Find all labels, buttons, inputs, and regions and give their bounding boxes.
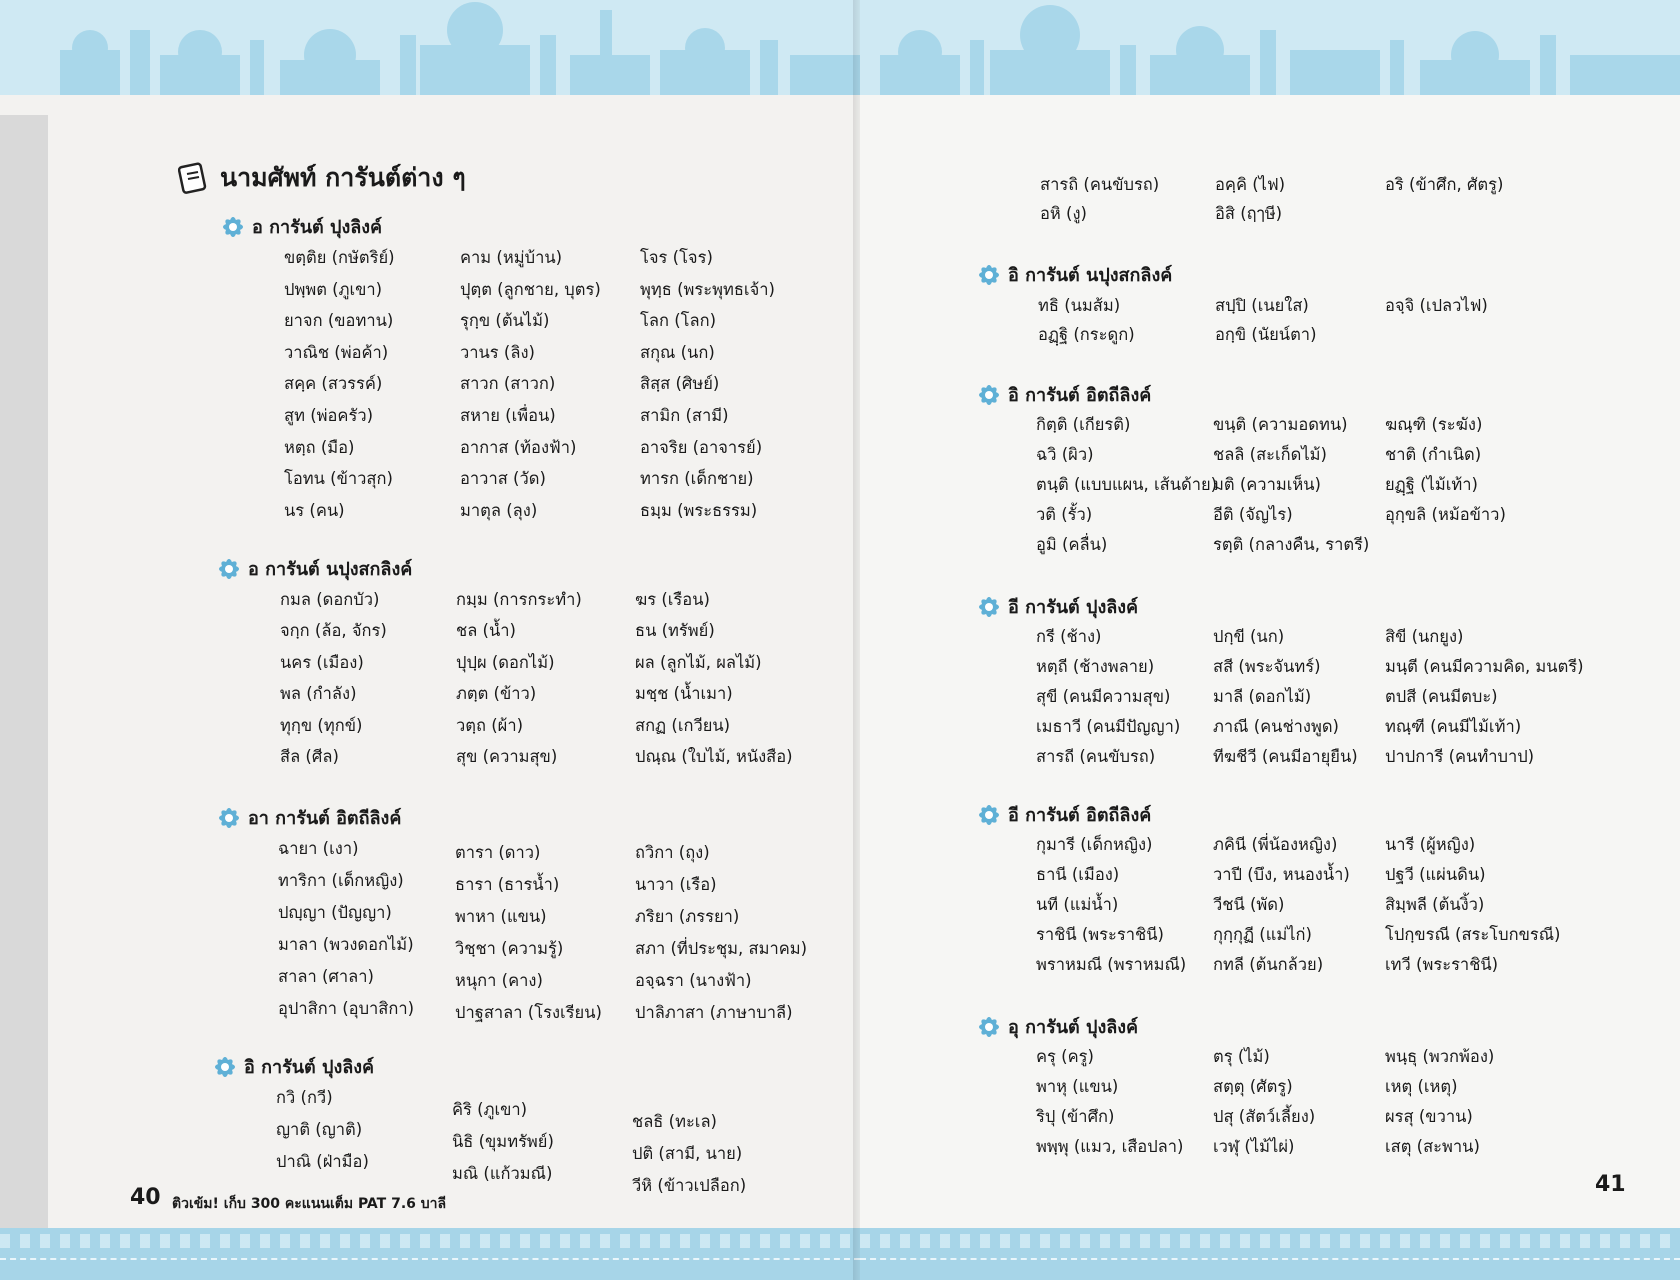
vocab-entry: ตปสี (คนมีตบะ): [1385, 687, 1498, 706]
vocab-entry: กุมารี (เด็กหญิง): [1036, 835, 1153, 854]
flower-icon: [978, 1016, 1000, 1038]
page-number-left: 40: [130, 1185, 161, 1210]
section-heading-text: อี การันต์ ปุงลิงค์: [1008, 597, 1139, 618]
vocab-entry: ตนฺติ (แบบแผน, เส้นด้าย): [1036, 475, 1218, 494]
vocab-entry: อิสิ (ฤๅษี): [1215, 204, 1283, 223]
vocab-entry: รตฺติ (กลางคืน, ราตรี): [1213, 535, 1370, 554]
vocab-entry: นคร (เมือง): [280, 652, 364, 672]
vocab-entry: ถวิกา (ถุง): [635, 843, 710, 862]
vocab-entry: อาวาส (วัด): [460, 469, 546, 489]
vocab-entry: นาวา (เรือ): [635, 875, 717, 894]
vocab-entry: ทุกฺข (ทุกข์): [280, 715, 363, 735]
vocab-entry: พนฺธุ (พวกพ้อง): [1385, 1047, 1495, 1066]
page-number-right: 41: [1595, 1172, 1626, 1197]
vocab-entry: พาหุ (แขน): [1036, 1077, 1119, 1096]
vocab-entry: กวิ (กวี): [276, 1088, 333, 1107]
vocab-entry: สิมฺพลี (ต้นงิ้ว): [1385, 895, 1485, 914]
vocab-entry: สิสฺส (ศิษย์): [640, 374, 720, 394]
section-heading: [218, 803, 401, 832]
vocab-entry: วีหิ (ข้าวเปลือก): [632, 1176, 747, 1195]
vocab-entry: โปกฺขรณี (สระโบกขรณี): [1385, 925, 1561, 944]
vocab-entry: ภคินี (พี่น้องหญิง): [1213, 835, 1338, 854]
vocab-entry: สุขี (คนมีความสุข): [1036, 687, 1171, 706]
vocab-entry: อจฺจิ (เปลวไฟ): [1385, 296, 1488, 315]
vocab-entry: โลก (โลก): [640, 311, 717, 331]
vocab-entry: เหตุ (เหตุ): [1385, 1077, 1458, 1096]
vocab-entry: ชาติ (กำเนิด): [1385, 445, 1482, 464]
vocab-entry: ภริยา (ภรรยา): [635, 907, 740, 926]
vocab-entry: ปาณิ (ฝ่ามือ): [276, 1152, 369, 1171]
vocab-entry: ชลลิ (สะเก็ดไม้): [1213, 445, 1327, 464]
vocab-entry: วาปี (บึง, หนองน้ำ): [1213, 865, 1350, 884]
vocab-entry: ตารา (ดาว): [455, 843, 541, 862]
vocab-entry: ริปุ (ข้าศึก): [1036, 1107, 1115, 1126]
vocab-entry: ตรุ (ไม้): [1213, 1047, 1270, 1066]
vocab-entry: เสตุ (สะพาน): [1385, 1137, 1480, 1156]
vocab-entry: คิริ (ภูเขา): [452, 1100, 528, 1119]
section-heading-text: อา การันต์ อิตถีลิงค์: [248, 808, 402, 829]
vocab-entry: สปฺปิ (เนยใส): [1215, 296, 1309, 315]
vocab-entry: ปาฐสาลา (โรงเรียน): [455, 1003, 602, 1022]
vocab-entry: มชฺช (น้ำเมา): [635, 684, 733, 704]
vocab-entry: นารี (ผู้หญิง): [1385, 835, 1476, 854]
vocab-entry: กทลี (ต้นกล้วย): [1213, 955, 1324, 974]
flower-icon: [978, 384, 1000, 406]
vocab-entry: มณิ (แก้วมณี): [452, 1164, 553, 1183]
section-heading-text: อี การันต์ อิตถีลิงค์: [1008, 805, 1152, 826]
section-heading: [978, 1012, 1138, 1041]
vocab-entry: กรี (ช้าง): [1036, 627, 1102, 646]
section-heading: [978, 592, 1138, 621]
vocab-entry: ชลธิ (ทะเล): [632, 1112, 717, 1131]
vocab-entry: ปุปฺผ (ดอกไม้): [456, 652, 555, 672]
vocab-entry: อจฺฉรา (นางฟ้า): [635, 971, 752, 990]
book-icon: [178, 162, 208, 194]
vocab-entry: วีชนี (พัด): [1213, 895, 1285, 914]
vocab-entry: ฆร (เรือน): [635, 590, 710, 609]
flower-icon: [218, 558, 240, 580]
vocab-entry: ปุตฺต (ลูกชาย, บุตร): [460, 279, 601, 299]
vocab-entry: ฉวิ (ผิว): [1036, 445, 1094, 464]
vocab-entry: ธมฺม (พระธรรม): [640, 500, 758, 520]
vocab-entry: ปาปการี (คนทำบาป): [1385, 747, 1535, 766]
book-title: ติวเข้ม! เก็บ 300 คะแนนเต็ม PAT 7.6 บาลี: [172, 1196, 447, 1212]
section-heading: [978, 260, 1172, 289]
vocab-entry: อกฺขิ (นัยน์ตา): [1215, 325, 1317, 344]
vocab-entry: ขนฺติ (ความอดทน): [1213, 415, 1348, 434]
vocab-entry: สิขี (นกยูง): [1385, 627, 1464, 646]
vocab-entry: กมล (ดอกบัว): [280, 590, 380, 609]
vocab-entry: ญาติ (ญาติ): [276, 1120, 363, 1139]
vocab-entry: ผรสุ (ขวาน): [1385, 1107, 1473, 1126]
vocab-entry: กุกฺกุฏี (แม่ไก่): [1213, 925, 1312, 944]
vocab-entry: จกฺก (ล้อ, จักร): [280, 621, 387, 641]
section-heading: [214, 1052, 374, 1081]
page-title: [178, 158, 466, 198]
vocab-entry: วิชฺชา (ความรู้): [455, 939, 564, 958]
vocab-entry: ปาลิภาสา (ภาษาบาลี): [635, 1003, 793, 1022]
vocab-entry: ผล (ลูกไม้, ผลไม้): [635, 652, 762, 672]
vocab-entry: ปฐวี (แผ่นดิน): [1385, 865, 1486, 884]
vocab-entry: ทาริกา (เด็กหญิง): [278, 871, 404, 890]
vocab-entry: นิธิ (ขุมทรัพย์): [452, 1132, 554, 1151]
vocab-entry: เวฬุ (ไม้ไผ่): [1213, 1137, 1295, 1156]
vocab-entry: สสี (พระจันทร์): [1213, 657, 1321, 676]
flower-icon: [978, 804, 1000, 826]
section-heading: [978, 800, 1151, 829]
vocab-entry: สารถิ (คนขับรถ): [1040, 175, 1160, 194]
flower-icon: [218, 807, 240, 829]
page-title-text: นามศัพท์ การันต์ต่าง ๆ: [220, 163, 466, 192]
vocab-entry: ทณฺฑี (คนมีไม้เท้า): [1385, 717, 1522, 736]
section-heading-text: อุ การันต์ ปุงลิงค์: [1008, 1017, 1139, 1038]
vocab-entry: พราหมณี (พราหมณี): [1036, 955, 1187, 974]
vocab-entry: ปติ (สามี, นาย): [632, 1144, 743, 1163]
flower-icon: [978, 264, 1000, 286]
vocab-entry: อฏฺฐิ (กระดูก): [1038, 325, 1135, 344]
vocab-entry: หตฺถ (มือ): [284, 437, 355, 457]
vocab-entry: ทารก (เด็กชาย): [640, 469, 754, 489]
vocab-entry: เทวี (พระราชินี): [1385, 955, 1499, 974]
vocab-entry: คาม (หมู่บ้าน): [460, 248, 563, 267]
vocab-entry: ทีฆชีวี (คนมีอายุยืน): [1213, 747, 1358, 766]
vocab-entry: อคฺคิ (ไฟ): [1215, 175, 1286, 194]
vocab-entry: นที (แม่น้ำ): [1036, 895, 1119, 914]
vocab-entry: มาลี (ดอกไม้): [1213, 687, 1312, 706]
section-heading-text: อิ การันต์ อิตถีลิงค์: [1008, 385, 1152, 406]
vocab-entry: สาวก (สาวก): [460, 374, 556, 394]
vocab-entry: ชล (น้ำ): [456, 621, 516, 641]
section-heading: [978, 380, 1151, 409]
skyline-decoration: [0, 0, 860, 115]
vocab-entry: ปณฺณ (ใบไม้, หนังสือ): [635, 747, 793, 766]
vocab-entry: ทธิ (นมส้ม): [1038, 296, 1121, 315]
vocab-entry: ภตฺต (ข้าว): [456, 684, 537, 704]
vocab-entry: สามิก (สามี): [640, 406, 729, 425]
vocab-entry: ยฏฺฐิ (ไม้เท้า): [1385, 475, 1478, 494]
vocab-entry: ปกฺขี (นก): [1213, 627, 1285, 646]
section-heading-text: อ การันต์ ปุงลิงค์: [252, 217, 383, 238]
footer-band: [0, 1228, 860, 1280]
vocab-entry: อากาส (ท้องฟ้า): [460, 437, 577, 457]
flower-icon: [222, 216, 244, 238]
vocab-entry: วตฺถ (ผ้า): [456, 715, 524, 735]
vocab-entry: ปสุ (สัตว์เลี้ยง): [1213, 1107, 1316, 1126]
vocab-entry: สคฺค (สวรรค์): [284, 374, 383, 394]
section-heading: [218, 554, 412, 583]
footer-band-right: [860, 1228, 1680, 1280]
flower-icon: [214, 1056, 236, 1078]
vocab-entry: พุทฺธ (พระพุทธเจ้า): [640, 279, 775, 299]
vocab-entry: ปญฺญา (ปัญญา): [278, 903, 392, 922]
vocab-entry: วานร (ลิง): [460, 342, 535, 362]
vocab-entry: สกุณ (นก): [640, 342, 715, 362]
vocab-entry: หตฺถี (ช้างพลาย): [1036, 657, 1155, 676]
vocab-entry: สีล (ศีล): [280, 747, 339, 766]
vocab-entry: ขตฺติย (กษัตริย์): [284, 248, 395, 267]
vocab-entry: อหิ (งู): [1040, 204, 1087, 223]
vocab-entry: สภา (ที่ประชุม, สมาคม): [635, 939, 808, 958]
vocab-entry: อุกฺขลิ (หม้อข้าว): [1385, 505, 1506, 524]
vocab-entry: มาลา (พวงดอกไม้): [278, 935, 414, 954]
vocab-entry: โจร (โจร): [640, 248, 713, 267]
vocab-entry: นร (คน): [284, 500, 345, 520]
vocab-entry: สารถี (คนขับรถ): [1036, 747, 1156, 766]
vocab-entry: กิตฺติ (เกียรติ): [1036, 415, 1131, 434]
vocab-entry: อริ (ข้าศึก, ศัตรู): [1385, 175, 1504, 194]
vocab-entry: ฆณฺฑิ (ระฆัง): [1385, 415, 1483, 434]
vocab-entry: ภาณี (คนช่างพูด): [1213, 717, 1339, 736]
vocab-entry: สูท (พ่อครัว): [284, 406, 374, 425]
vocab-entry: หนุกา (คาง): [455, 971, 543, 990]
vocab-entry: ราชินี (พระราชินี): [1036, 925, 1164, 944]
vocab-entry: วติ (รั้ว): [1036, 505, 1093, 524]
vocab-entry: มาตุล (ลุง): [460, 500, 538, 520]
vocab-entry: สาลา (ศาลา): [278, 967, 374, 986]
vocab-entry: ฉายา (เงา): [278, 839, 359, 858]
vocab-entry: อูมิ (คลื่น): [1036, 535, 1108, 554]
vocab-entry: อาจริย (อาจารย์): [640, 437, 763, 457]
vocab-entry: รุกฺข (ต้นไม้): [460, 311, 550, 331]
vocab-entry: ธานี (เมือง): [1036, 865, 1120, 884]
page-edge-shadow: [0, 95, 48, 1280]
vocab-entry: อุปาสิกา (อุบาสิกา): [278, 999, 415, 1018]
section-heading-text: อิ การันต์ นปุงสกลิงค์: [1008, 265, 1173, 286]
vocab-entry: พล (กำลัง): [280, 684, 357, 704]
vocab-entry: พาหา (แขน): [455, 907, 547, 926]
vocab-entry: พพฺพุ (แมว, เสือปลา): [1036, 1137, 1184, 1156]
vocab-entry: สหาย (เพื่อน): [460, 406, 556, 425]
vocab-entry: ยาจก (ขอทาน): [284, 311, 394, 331]
vocab-entry: ธน (ทรัพย์): [635, 621, 715, 641]
vocab-entry: สกฏ (เกวียน): [635, 715, 731, 735]
vocab-entry: เมธาวี (คนมีปัญญา): [1036, 717, 1181, 736]
vocab-entry: ปพฺพต (ภูเขา): [284, 279, 383, 299]
right-page: [860, 0, 1680, 1280]
vocab-entry: กมฺม (การกระทำ): [456, 590, 582, 609]
vocab-entry: สตฺตุ (ศัตรู): [1213, 1077, 1293, 1096]
vocab-entry: มติ (ความเห็น): [1213, 475, 1321, 494]
vocab-entry: สุข (ความสุข): [456, 747, 558, 766]
vocab-entry: โอทน (ข้าวสุก): [284, 469, 393, 489]
flower-icon: [978, 596, 1000, 618]
vocab-entry: ธารา (ธารน้ำ): [455, 875, 560, 894]
vocab-entry: วาณิช (พ่อค้า): [284, 342, 389, 362]
section-heading: [222, 212, 382, 241]
vocab-entry: ครุ (ครู): [1036, 1047, 1094, 1066]
section-heading-text: อิ การันต์ ปุงลิงค์: [244, 1057, 375, 1078]
skyline-decoration-right: [860, 0, 1680, 115]
section-heading-text: อ การันต์ นปุงสกลิงค์: [248, 559, 413, 580]
vocab-entry: มนฺตี (คนมีความคิด, มนตรี): [1385, 657, 1584, 676]
vocab-entry: อีติ (จัญไร): [1213, 505, 1293, 524]
